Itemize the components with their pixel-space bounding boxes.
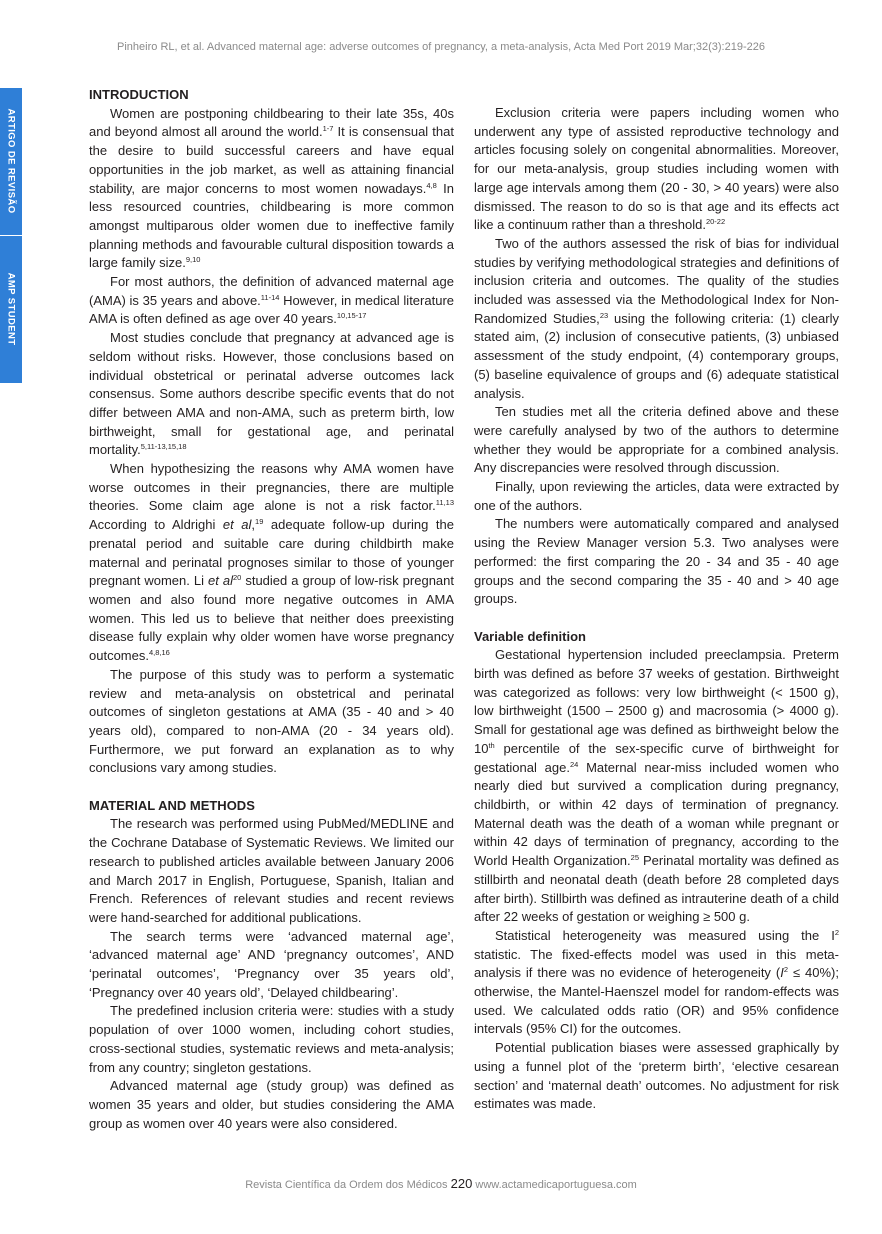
data-extraction-paragraph: Finally, upon reviewing the articles, data were extracted by one of the authors. (474, 479, 839, 513)
exclusion-criteria-paragraph: Exclusion criteria were papers including women who underwent any type of assisted reproductive technology and articles focusing solely on congenital abnormalities. Moreover, for our meta-analysis, group studies including women with large age intervals among them (20 - 30, > 40 years) were also dismissed. The reason to do so is that age and its effects act like a continuum rather than a threshold.$^{20-22}$ (474, 105, 839, 233)
publication-bias-paragraph: Potential publication biases were assessed graphically by using a funnel plot of the ‘preterm birth’, ‘elective cesarean section’ and ‘maternal death’ outcomes. No adjustment for risk estimates was made. (474, 1040, 839, 1112)
footer-journal-name: Revista Científica da Ordem dos Médicos (245, 1179, 448, 1191)
heterogeneity-paragraph: Statistical heterogeneity was measured using the $I^2$ statistic. The fixed-effects model was used in this meta-analysis if there was no evidence of heterogeneity $(I^2 \le 40\%)$; otherwise, the Mantel-Haenszel model for random-effects was used. We calculated odds ratio (OR) and 95% confidence intervals (95% CI) for the outcomes. (474, 927, 839, 1037)
heading-material-and-methods: MATERIAL AND METHODS (89, 797, 255, 813)
intro-paragraph-3: Most studies conclude that pregnancy at advanced age is seldom without risks. However, those conclusions based on individual obstetrical or perinatal adverse outcomes lack consensus. Some authors describe specific events that do not differ between AMA and non-AMA, such as preterm birth, low birthweight, small for gestational age, and perinatal mortality.$^{5,11-13,15,18}$ (89, 330, 454, 458)
left-column (89, 86, 454, 1133)
intro-paragraph-4: When hypothesizing the reasons why AMA women have worse outcomes in their pregnancies, there are multiple theories. Some claim age alone is not a risk factor.$^{11,13}$ According to Aldrighi et al,$^{19}$ adequate follow-up during the prenatal period and suitable care during childbirth make maternal and perinatal prognoses similar to those of younger pregnant women. Li et $al^{20}$ studied a group of low-risk pregnant women and also found more negative outcomes in AMA women. This led us to believe that neither does preexisting disease fully explain why older women have worse pregnancy outcomes.$^{4,8,16}$ (89, 461, 455, 664)
page-number: 220 (450, 1176, 473, 1191)
intro-paragraph-5: The purpose of this study was to perform a systematic review and meta-analysis on obstetrical and perinatal outcomes of singleton gestations at AMA (35 - 40 and > 40 years old), compared to non-AMA (20 - 34 years old). Furthermore, we put forward an explanation as to why conclusions vary among studies. (89, 666, 454, 776)
heading-variable-definition: Variable definition (474, 628, 586, 644)
side-tab-divider (0, 235, 22, 236)
heading-introduction: INTRODUCTION (89, 87, 189, 102)
methods-paragraph-1: The research was performed using PubMed/MEDLINE and the Cochrane Database of Systematic Reviews. We limited our research to published articles available between January 2006 and March 2017 in English, Portuguese, Spanish, Italian and French. References of relevant studies and recent reviews were hand-searched for additional publications. (89, 816, 454, 925)
methods-paragraph-4: Advanced maternal age (study group) was defined as women 35 years and older, but studies considering the AMA group as women over 40 years were also considered. (89, 1078, 454, 1131)
intro-paragraph-2: For most authors, the definition of advanced maternal age (AMA) is 35 years and above.$^{11-14}$ However, in medical literature AMA is often defined as age over 40 years.$^{10,15-17}$ (89, 274, 454, 327)
risk-of-bias-paragraph: Two of the authors assessed the risk of bias for individual studies by verifying methodological strategies and definitions of inclusion criteria and outcomes. The quality of the studies included was assessed via the Methodological Index for Non-Randomized Studies,$^{23}$ using the following criteria: (1) clearly stated aim, (2) inclusion of consecutive patients, (3) unbiased assessment of the study endpoint, (4) contemporary groups, (5) baseline equivalence of groups and (6) adequate statistical analysis. (474, 235, 839, 401)
section-side-tab (0, 88, 22, 383)
ten-studies-paragraph: Ten studies met all the criteria defined above and these were carefully analysed by two of the authors to determine whether they would be appropriate for a combined analysis. Any discrepancies were resolved through discussion. (474, 404, 839, 476)
running-head: Pinheiro RL, et al. Advanced maternal age: adverse outcomes of pregnancy, a meta-analysis, Acta Med Port 2019 Mar;32(3):219-226 (117, 41, 765, 53)
side-tab-label-review: ARTIGO DE REVISÃO (5, 108, 17, 214)
variable-definition-paragraph: Gestational hypertension included preeclampsia. Preterm birth was defined as before 37 weeks of gestation. Birthweight was categorized as follows: very low birthweight (< 1500 g), low birthweight (1500 – 2500 g) and macrosomia (> 4000 g). Small for gestational age was defined as birthweight below the 10th percentile of the sex-specific curve of birthweight for gestational age.$^{24}$ Maternal near-miss included women who nearly died but survived a complication during pregnancy, childbirth, or within 42 days of termination of pregnancy. Maternal death was the death of a woman while pregnant or within 42 days of termination of pregnancy, according to the World Health Organization.$^{25}$ Perinatal mortality was defined as stillbirth and neonatal death (death before 28 completed days after birth). Stillbirth was defined as intrauterine death of a child after 22 weeks of gestation or weighing ≥ 500 g. (474, 647, 840, 925)
review-manager-paragraph: The numbers were automatically compared and analysed using the Review Manager version 5.3. Two analyses were performed: the first comparing the 20 - 34 and 35 - 40 age groups and the second comparing the 35 - 40 and > 40 age groups. (474, 516, 839, 607)
side-tab-label-student: AMP STUDENT (5, 272, 17, 346)
right-column (474, 104, 839, 1114)
footer-url: www.actamedicaportuguesa.com (475, 1179, 637, 1191)
intro-paragraph-1: Women are postponing childbearing to their late 35s, 40s and beyond almost all around the world.$^{1-7}$ It is consensual that the desire to build successful careers and have equal opportunities in the job market, as well as attaining financial stability, are major concerns to most women nowadays.$^{4,8}$ In less resourced countries, childbearing is more common amongst multiparous older women due to ineffective family planning methods and favourable cultural disposition towards a large family size.$^{9,10}$ (89, 105, 454, 271)
page-footer (0, 1176, 882, 1191)
methods-paragraph-2: The search terms were ‘advanced maternal age’, ‘advanced maternal age’ AND ‘pregnancy outcomes’, AND ‘perinatal outcomes’, ‘Pregnancy over 35 years old’, ‘Pregnancy over 40 years old’, ‘Delayed childbearing’. (89, 928, 454, 1000)
methods-paragraph-3: The predefined inclusion criteria were: studies with a study population of over 1000 women, including cohort studies, cross-sectional studies, systematic reviews and meta-analysis; from any country; singleton gestations. (89, 1003, 454, 1075)
